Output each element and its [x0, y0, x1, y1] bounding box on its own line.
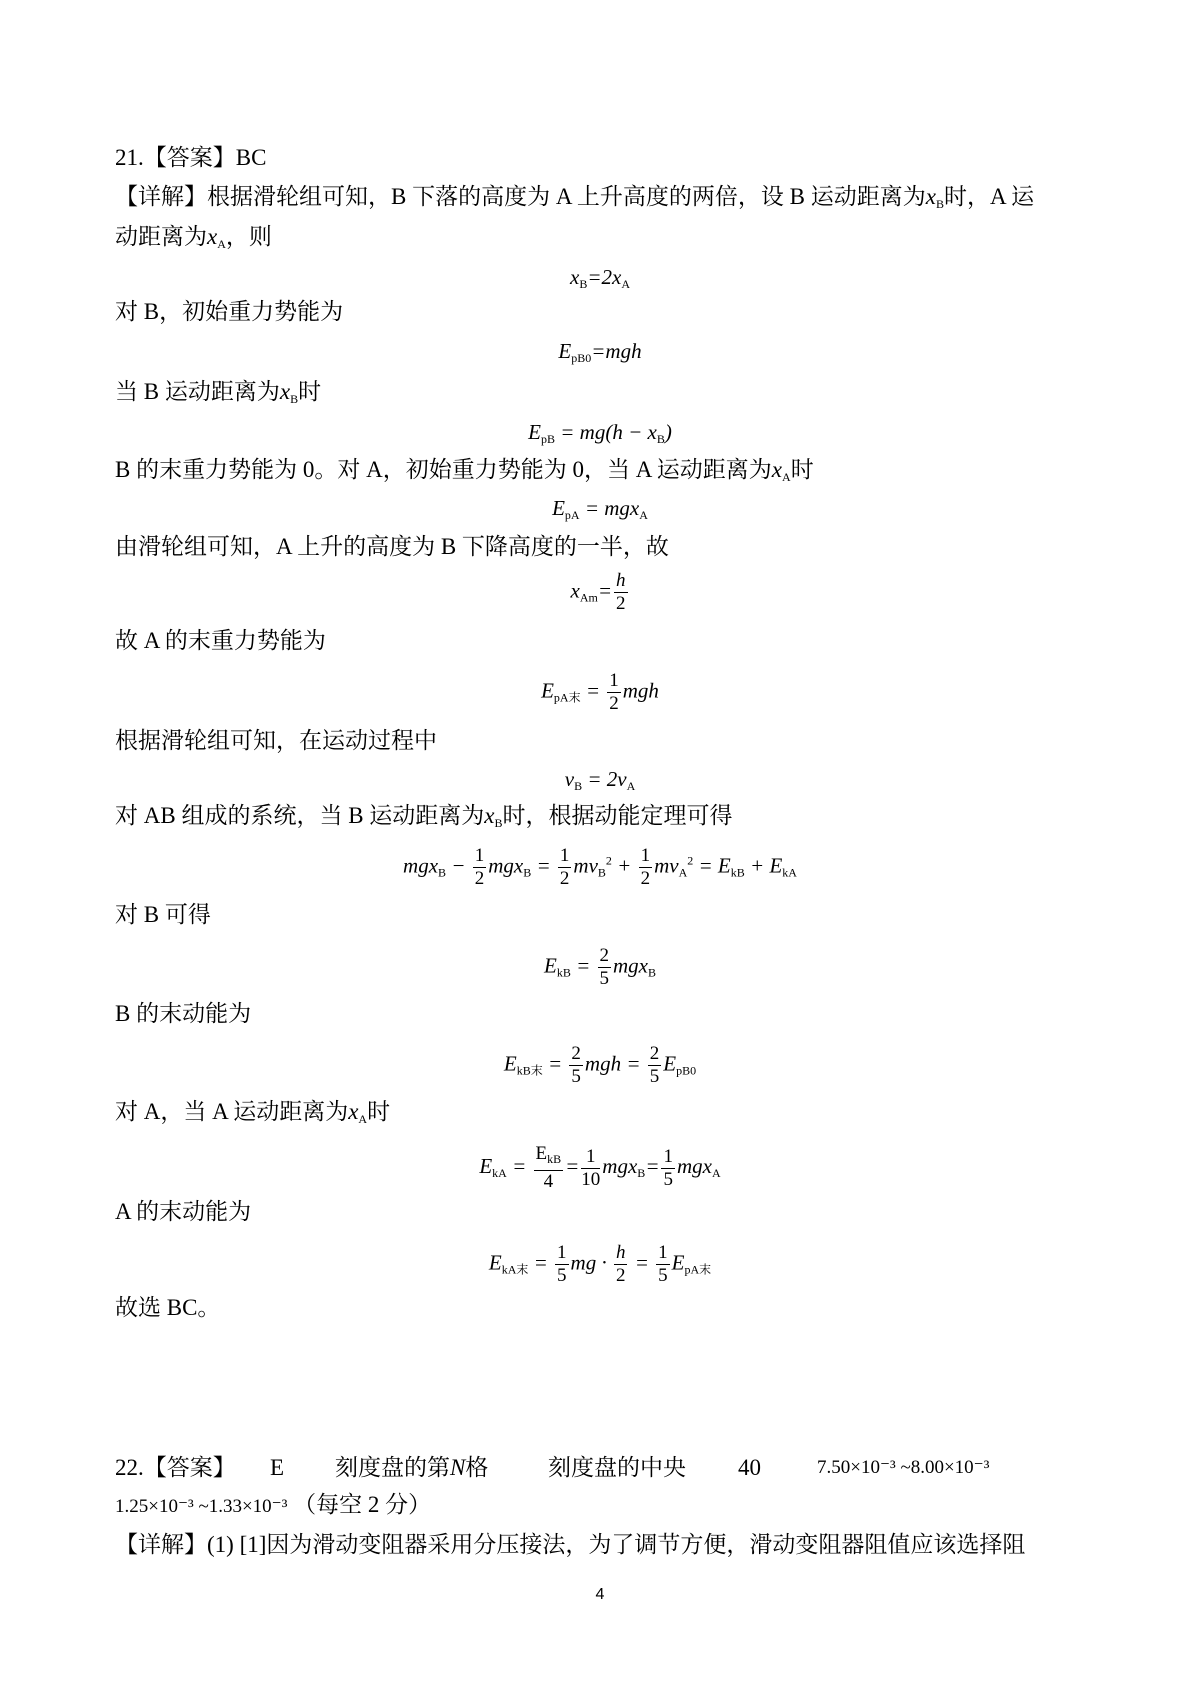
q21-detail-line2-text: 动距离为 [115, 224, 207, 249]
q22-answer-4: 40 [738, 1455, 761, 1480]
equation-EkA: $E_{kA}$ = $\frac{E_{kB}}{4}$ = $\frac{1}{10}$ mgx$_B$= $\frac{1}{5}$ mgx$_A$ [479, 1143, 721, 1192]
equation-EkB: $E_{kB}$ = $\frac{2}{5}$ mgx$_B$ [543, 945, 657, 989]
q21-answer-header: 21.【答案】BC [115, 145, 267, 170]
text-for-A-tail: 时 [367, 1099, 391, 1124]
equation-xAm: $x_{Am}=$ $\frac{h}{2}$ [570, 570, 626, 614]
q21-detail-line2-tail: ，则 [225, 224, 272, 249]
var-xA: $x_A$ [771, 457, 791, 484]
q22-answer-2 [335, 1453, 488, 1483]
equation-EpA: $E_{pA} = mgx_A$ [552, 496, 648, 522]
q22-answer-5: 7.50×10⁻³ ~8.00×10⁻³ [817, 1457, 990, 1478]
text-when-B-moves-tail: 时 [298, 379, 322, 404]
var-xA: $x_A$ [348, 1099, 368, 1126]
text-when-B-moves-lead: 当 B 运动距离为 [115, 379, 280, 404]
q21-detail-text: 【详解】根据滑轮组可知，B 下落的高度为 A 上升高度的两倍，设 B 运动距离为 [115, 184, 926, 209]
text-pulley-half: 由滑轮组可知，A 上升的高度为 B 下降高度的一半，故 [115, 534, 669, 559]
text-final-ke-A: A 的末动能为 [115, 1199, 252, 1224]
equation-EpB0: $E_{pB0}=mgh$ [558, 339, 642, 365]
equation-EpB: $E_{pB} = mg(h - x_B)$ [528, 420, 672, 446]
var-xB: $x_B$ [279, 379, 299, 406]
page-number: 4 [595, 1586, 605, 1603]
q22-answer-6: 1.25×10⁻³ ~1.33×10⁻³ [115, 1496, 288, 1517]
q21-detail-line1 [115, 182, 1034, 219]
text-for-A-lead: 对 A，当 A 运动距离为 [115, 1099, 349, 1124]
text-final-pe-B-tail: 时 [790, 457, 814, 482]
text-system-AB-lead: 对 AB 组成的系统，当 B 运动距离为 [115, 803, 485, 828]
text-final-ke-B: B 的末动能为 [115, 1001, 252, 1026]
var-xB: $x_B$ [925, 184, 945, 211]
text-during-motion: 根据滑轮组可知，在运动过程中 [115, 728, 437, 753]
text-initial-pe-B: 对 B，初始重力势能为 [115, 299, 344, 324]
var-xB: $x_B$ [484, 803, 503, 830]
text-system-AB [115, 801, 733, 838]
text-for-B: 对 B 可得 [115, 902, 211, 927]
q22-answer-label: 22.【答案】 [115, 1455, 236, 1480]
text-final-pe-A: 故 A 的末重力势能为 [115, 628, 326, 653]
equation-EkB-final: $E_{kB末}$ = $\frac{2}{5}$ mgh = $\frac{2}{5}$ $E_{pB0}$ [503, 1043, 697, 1087]
equation-vB-2vA: $v_B = 2v_A$ [564, 767, 636, 793]
q22-answer-1: E [270, 1455, 285, 1480]
q22-answer-row2 [115, 1490, 431, 1522]
q22-detail: 【详解】(1) [1]因为滑动变阻器采用分压接法，为了调节方便，滑动变阻器阻值应该选择阻 [115, 1532, 1026, 1557]
q22-answer-note: （每空 2 分） [293, 1492, 432, 1517]
text-when-B-moves [115, 377, 321, 414]
q21-detail-line2 [115, 222, 272, 259]
equation-xB-2xA: $x_B=2x_A$ [569, 265, 630, 291]
text-for-A [115, 1097, 390, 1134]
q22-answer-2-var: N [450, 1455, 466, 1480]
q22-answer-3: 刻度盘的中央 [548, 1455, 686, 1480]
q21-detail-tail: 时，A 运 [944, 184, 1035, 209]
text-final-pe-B [115, 455, 814, 492]
q21-conclusion: 故选 BC。 [115, 1295, 221, 1320]
equation-EpA-final: $E_{pA末}$ = $\frac{1}{2}$ mgh [541, 670, 659, 714]
var-xA: $x_A$ [207, 224, 226, 251]
q22-answer-2-lead: 刻度盘的第 [335, 1455, 450, 1480]
q22-answer-2-tail: 格 [465, 1455, 489, 1480]
equation-EkA-final: $E_{kA末}$ = $\frac{1}{5}$ mg · $\frac{h}{2}$ = $\frac{1}{5}$ $E_{pA末}$ [488, 1242, 712, 1286]
text-final-pe-B-lead: B 的末重力势能为 0。对 A，初始重力势能为 0，当 A 运动距离为 [115, 457, 772, 482]
text-system-AB-tail: 时，根据动能定理可得 [502, 803, 733, 828]
equation-energy-theorem: mgx$_B$ − $\frac{1}{2}$ mgx$_B$ = $\frac{1}{2}$ $mv_B^2$ + $\frac{1}{2}$ $mv_A^2 = E_{kB} + E_{kA}$ [403, 845, 797, 889]
